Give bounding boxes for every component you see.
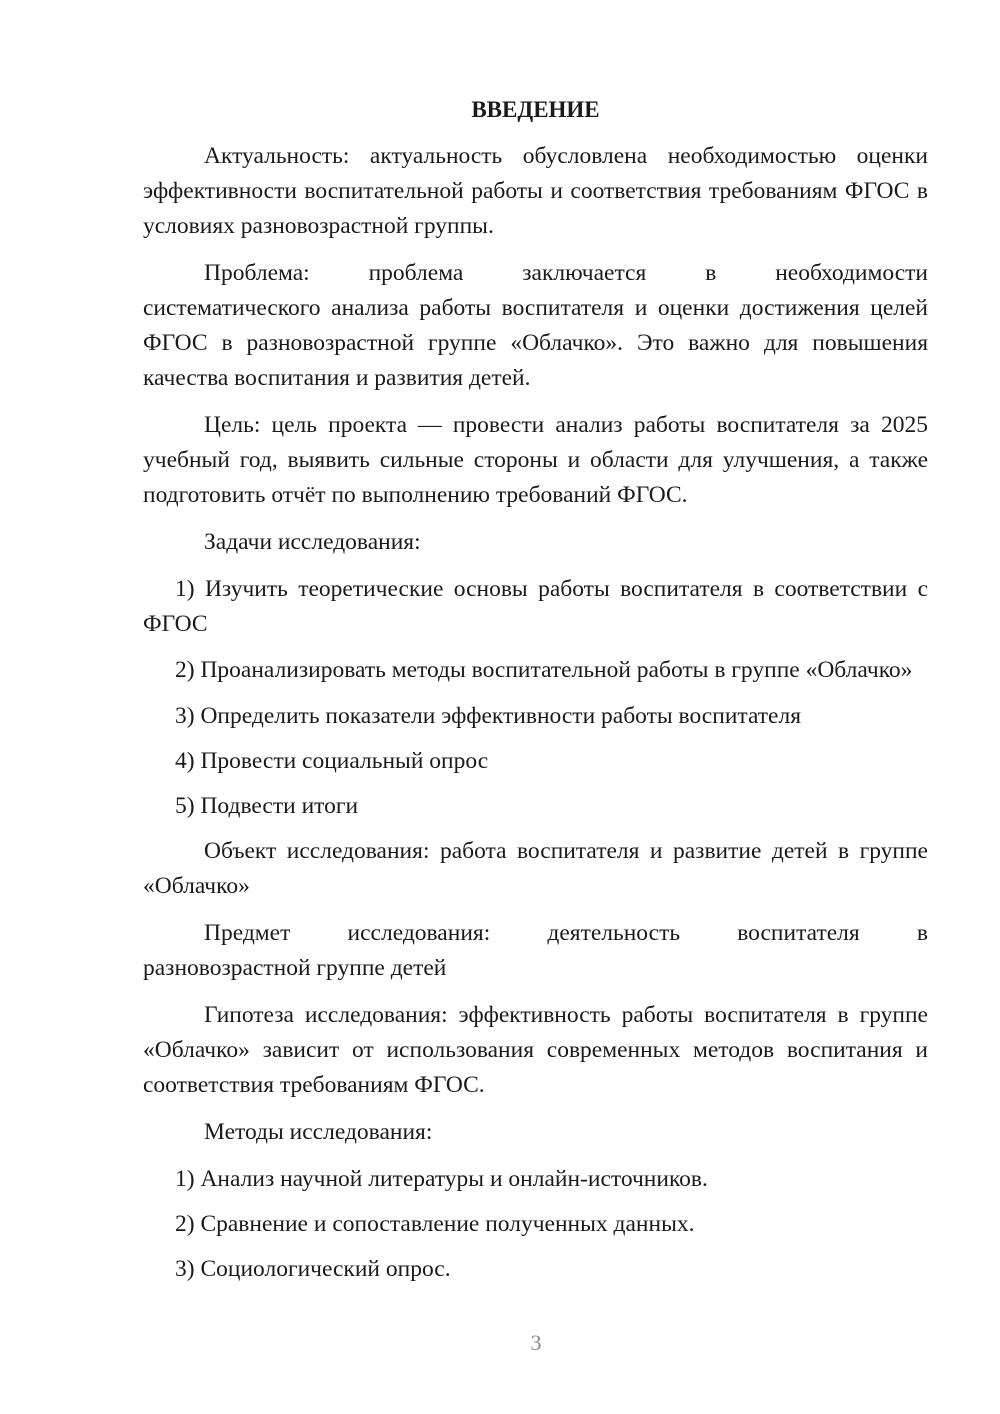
section-title: ВВЕДЕНИЕ <box>471 97 600 122</box>
task-item: 1) Изучить теоретические основы работы воспитателя в соответствии с ФГОС <box>143 576 928 637</box>
problem-first-line <box>143 256 928 291</box>
problem-word: необходимости <box>775 260 928 286</box>
method-item: 1) Анализ научной литературы и онлайн-источников. <box>175 1166 708 1192</box>
subject-rest: разновозрастной группе детей <box>143 955 447 981</box>
object-paragraph: Объект исследования: работа воспитателя и развитие детей в группе «Облачко» <box>143 838 928 899</box>
hypothesis-paragraph: Гипотеза исследования: эффективность работы воспитателя в группе «Облачко» зависит от использования современных методов воспитания и соответствия требованиям ФГОС. <box>143 1002 928 1098</box>
problem-word: заключается <box>522 260 647 286</box>
subject-paragraph <box>143 916 928 986</box>
goal-paragraph: Цель: цель проекта — провести анализ работы воспитателя за 2025 учебный год, выявить сильные стороны и области для улучшения, а также подготовить отчёт по выполнению требований ФГОС. <box>143 412 928 508</box>
task-item: 3) Определить показатели эффективности работы воспитателя <box>175 703 802 729</box>
subject-word: деятельность <box>547 920 681 946</box>
problem-word: Проблема: <box>204 260 310 286</box>
subject-word: в <box>916 920 928 946</box>
page-number: 3 <box>530 1330 542 1355</box>
task-item: 5) Подвести итоги <box>175 793 359 819</box>
subject-word: Предмет <box>204 920 291 946</box>
subject-word: исследования: <box>347 920 491 946</box>
problem-word: проблема <box>368 260 464 286</box>
tasks-heading: Задачи исследования: <box>204 529 421 555</box>
task-item: 4) Провести социальный опрос <box>175 748 489 774</box>
task-item: 2) Проанализировать методы воспитательной работы в группе «Облачко» <box>175 657 913 683</box>
methods-heading: Методы исследования: <box>204 1119 433 1145</box>
method-item: 2) Сравнение и сопоставление полученных данных. <box>175 1211 695 1237</box>
page-content <box>143 92 928 1297</box>
problem-word: в <box>705 260 717 286</box>
problem-paragraph <box>143 256 928 396</box>
problem-rest: систематического анализа работы воспитателя и оценки достижения целей ФГОС в разновозрастной группе «Облачко». Это важно для повышения качества воспитания и развития детей. <box>143 295 928 391</box>
relevance-paragraph: Актуальность: актуальность обусловлена необходимостью оценки эффективности воспитательной работы и соответствия требованиям ФГОС в условиях разновозрастной группы. <box>143 143 928 239</box>
subject-word: воспитателя <box>737 920 860 946</box>
subject-first-line <box>143 916 928 951</box>
method-item: 3) Социологический опрос. <box>175 1256 451 1282</box>
